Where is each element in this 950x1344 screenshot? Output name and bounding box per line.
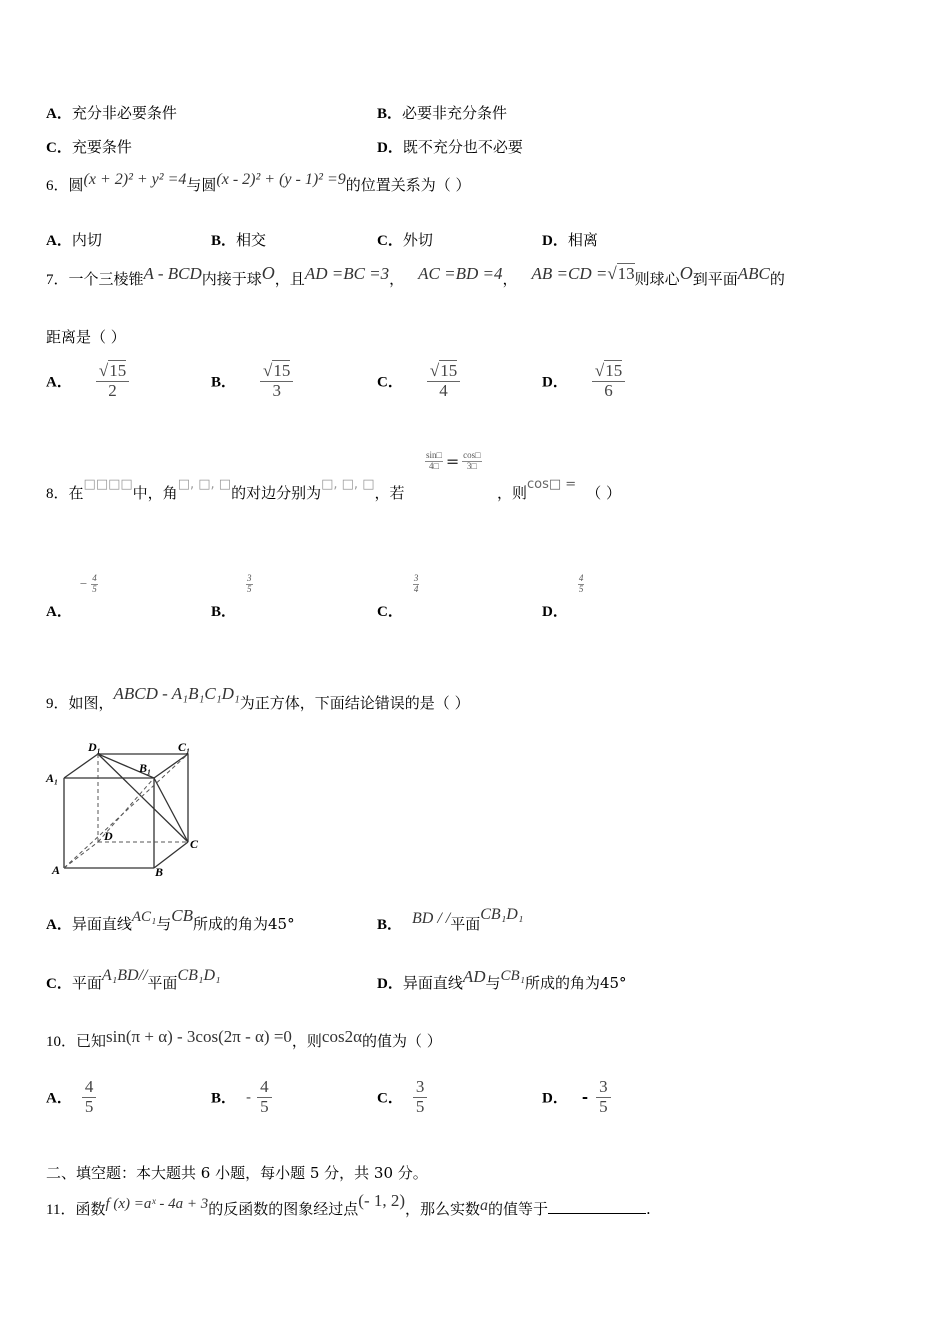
q7-option-b: B． $\frac{√15}{3}$ (211, 362, 293, 400)
label-d1: D₁ (88, 740, 101, 754)
q8-option-a: A． − $\frac{4}{5}$ (46, 572, 97, 620)
q5-option-a: A．充分非必要条件 (46, 104, 177, 122)
q9-option-d: D．异面直线AD与CB₁所成的角为45° (377, 967, 627, 992)
q6-option-c: C．外切 (377, 231, 433, 249)
q6-option-a: A．内切 (46, 231, 102, 249)
q10-option-c: C． $\frac{3}{5}$ (377, 1078, 427, 1116)
q10-option-a: A． $\frac{4}{5}$ (46, 1078, 96, 1116)
label-b: B (155, 865, 164, 879)
q10-option-b: B． - $\frac{4}{5}$ (211, 1078, 272, 1116)
label-a1: A₁ (46, 771, 59, 785)
q6-option-b: B．相交 (211, 231, 267, 249)
q10-stem: 10．已知sin(π + α) - 3cos(2π - α) =0，则cos2α的值为（ ） (46, 1027, 442, 1050)
q7-option-a: A． $\frac{√15}{2}$ (46, 362, 129, 400)
q5-option-b: B．必要非充分条件 (377, 104, 508, 122)
section-heading: 二、填空题：本大题共 6 小题，每小题 5 分，共 30 分。 (46, 1164, 428, 1182)
q8-stem-tail: ，则cos□ = （ ） (497, 477, 621, 502)
q7-stem-line2: 距离是（ ） (46, 328, 126, 346)
label-c: C (190, 837, 199, 851)
q7-option-d: D． $\frac{√15}{6}$ (542, 362, 625, 400)
q9-option-b: B． BD / /平面CB₁D₁ (377, 906, 524, 933)
answer-blank[interactable] (548, 1201, 646, 1214)
q6-option-d: D．相离 (542, 231, 598, 249)
q9-option-a: A．异面直线AC₁与CB所成的角为45° (46, 906, 295, 933)
label-c1: C₁ (178, 740, 191, 754)
q8-condition-formula: $\frac{\sin□}{4□}$ = $\frac{\cos□}{3□}$ (426, 450, 481, 471)
q7-stem: 7．一个三棱锥A - BCD内接于球O，且AD =BC =3， AC =BD =4， AB =CD =√13则球心O到平面ABC的 (46, 263, 785, 288)
q9-option-c: C．平面A₁BD//平面CB₁D₁ (46, 967, 221, 992)
q8-option-b: B． $\frac{3}{5}$ (211, 572, 252, 620)
label-b1: B₁ (139, 761, 152, 775)
q5-option-c: C．充要条件 (46, 138, 132, 156)
q9-stem: 9．如图，ABCD - A₁B₁C₁D₁为正方体，下面结论错误的是（ ） (46, 684, 470, 712)
q10-option-d: D． - $\frac{3}{5}$ (542, 1078, 611, 1116)
q8-stem: 8．在□□□□中，角□, □, □的对边分别为□, □, □，若 (46, 477, 405, 502)
cube-figure (44, 736, 204, 882)
q6-stem: 6．圆(x + 2)² + y² =4与圆(x - 2)² + (y - 1)² =9的位置关系为（ ） (46, 171, 471, 194)
q8-option-d: D． $\frac{4}{5}$ (542, 572, 584, 620)
q8-option-c: C． $\frac{3}{4}$ (377, 572, 419, 620)
q5-option-d: D．既不充分也不必要 (377, 138, 523, 156)
label-d: D (104, 829, 113, 843)
label-a: A (52, 863, 61, 877)
q7-option-c: C． $\frac{√15}{4}$ (377, 362, 460, 400)
q11-stem: 11．函数f (x) =aˣ - 4a + 3的反函数的图象经过点(- 1, 2)，那么实数a的值等于 . (46, 1191, 651, 1218)
